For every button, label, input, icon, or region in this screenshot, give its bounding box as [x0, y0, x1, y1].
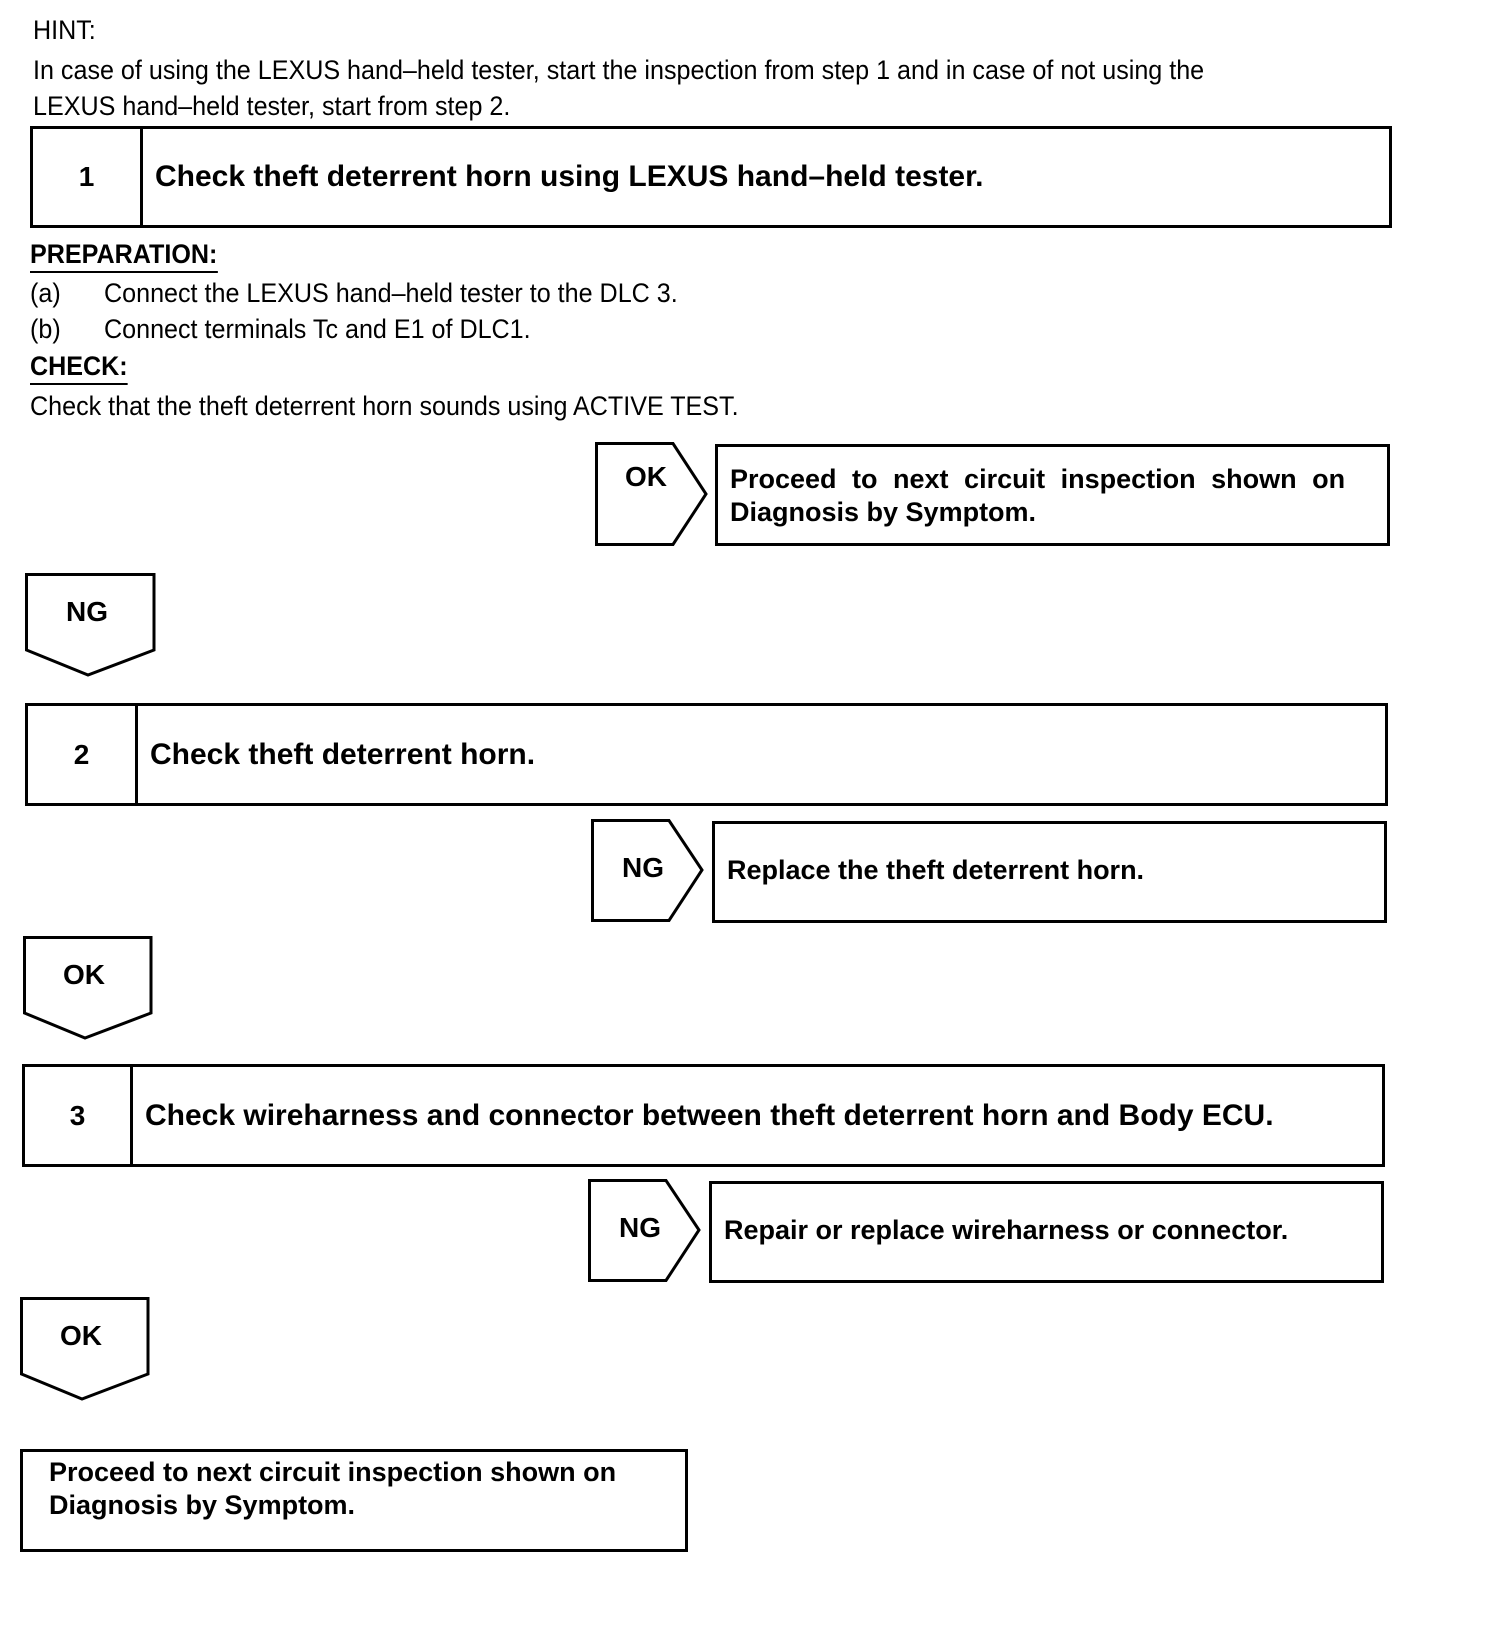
preparation-item-b-marker: (b) [30, 314, 61, 344]
step-2-ng-branch-arrow [591, 819, 711, 922]
hint-text-line-1: In case of using the LEXUS hand–held tester, start the inspection from step 1 and in case of not using the [33, 55, 1205, 85]
step-1-box [30, 126, 1392, 228]
step-3-ok-label: OK [60, 1320, 102, 1351]
final-result-line-2: Diagnosis by Symptom. [49, 1490, 356, 1520]
step-2-ok-label: OK [63, 959, 105, 990]
step-1-ok-result-line-1: Proceed to next circuit inspection shown on [730, 464, 1346, 494]
step-3-ng-result-text: Repair or replace wireharness or connector. [724, 1215, 1289, 1245]
step-3-number: 3 [25, 1067, 133, 1164]
step-2-ng-result-text: Replace the theft deterrent horn. [727, 855, 1145, 885]
step-3-box [22, 1064, 1385, 1167]
right-arrow-tag-icon [595, 442, 715, 546]
step-2-box [25, 703, 1388, 806]
step-2-number: 2 [28, 706, 138, 803]
step-1-ok-result-box [715, 444, 1390, 546]
hint-label: HINT: [33, 15, 96, 45]
preparation-item-b-text: Connect terminals Tc and E1 of DLC1. [104, 314, 531, 344]
step-1-number: 1 [33, 129, 143, 225]
preparation-item-a-marker: (a) [30, 278, 61, 308]
step-3-ng-branch-arrow [588, 1179, 708, 1282]
hint-text-line-2: LEXUS hand–held tester, start from step 2. [33, 91, 511, 121]
step-1-ng-branch-arrow [25, 573, 157, 677]
step-1-ng-label: NG [66, 596, 108, 627]
step-3-ng-result-box [709, 1181, 1384, 1283]
step-3-ng-label: NG [619, 1212, 661, 1243]
preparation-item-a-text: Connect the LEXUS hand–held tester to the DLC 3. [104, 278, 678, 308]
step-1-ok-label: OK [625, 461, 667, 492]
final-result-box [20, 1449, 688, 1552]
step-2-ng-label: NG [622, 852, 664, 883]
check-heading [30, 348, 128, 385]
step-3-ok-branch-arrow [20, 1297, 152, 1401]
preparation-heading [30, 236, 217, 273]
step-1-title: Check theft deterrent horn using LEXUS hand–held tester. [155, 160, 984, 193]
preparation-label: PREPARATION: [30, 237, 217, 273]
step-1-ok-result-line-2: Diagnosis by Symptom. [730, 497, 1037, 527]
step-1-ok-branch-arrow [595, 442, 715, 546]
step-2-ng-result-box [712, 821, 1387, 923]
check-text: Check that the theft deterrent horn sounds using ACTIVE TEST. [30, 391, 739, 421]
final-result-line-1: Proceed to next circuit inspection shown on [49, 1457, 617, 1487]
step-3-title: Check wireharness and connector between theft deterrent horn and Body ECU. [145, 1098, 1274, 1132]
step-2-title: Check theft deterrent horn. [150, 737, 536, 771]
step-2-ok-branch-arrow [23, 936, 155, 1040]
check-label: CHECK: [30, 349, 128, 385]
